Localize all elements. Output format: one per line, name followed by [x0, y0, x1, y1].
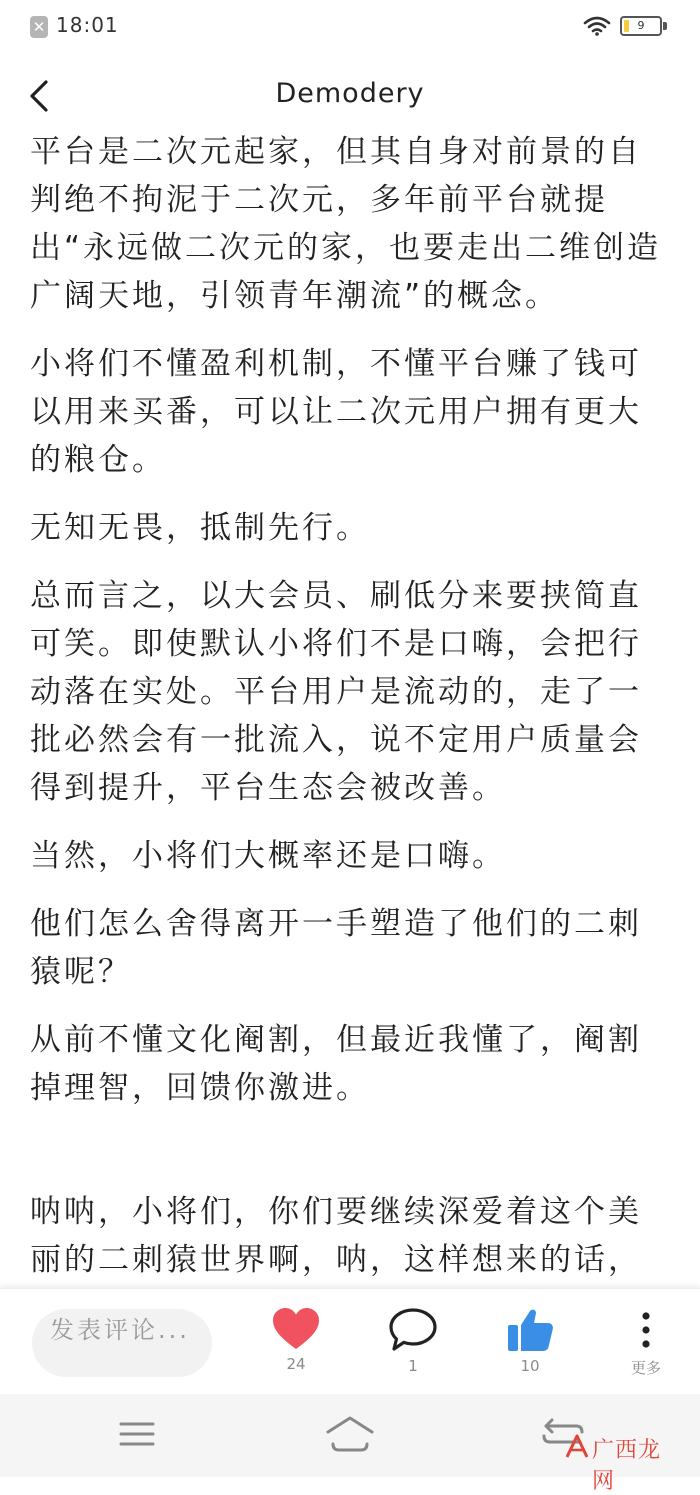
article-paragraph: 小将们不懂盈利机制，不懂平台赚了钱可以用来买番，可以让二次元用户拥有更大的粮仓。 — [30, 346, 642, 478]
more-label: 更多 — [630, 1359, 661, 1377]
article-paragraph: 呐呐，小将们，你们要继续深爱着这个美丽的二刺猿世界啊，呐，这样想来的话， — [30, 1194, 642, 1278]
speech-bubble-icon — [388, 1307, 438, 1353]
page-title: Demodery — [275, 78, 425, 109]
header — [0, 60, 700, 132]
like-count: 24 — [286, 1355, 306, 1373]
battery-icon — [620, 16, 662, 36]
comment-input[interactable]: 发表评论... — [32, 1309, 212, 1377]
article-paragraph: 平台是二次元起家，但其自身对前景的自判绝不拘泥于二次元，多年前平台就提出“永远做二次元的家，也要走出二维创造广阔天地，引领青年潮流”的概念。 — [30, 134, 662, 314]
thumbs-up-icon — [505, 1307, 555, 1353]
thumbs-up-count: 10 — [520, 1357, 540, 1375]
comment-count: 1 — [408, 1357, 418, 1375]
status-time: 18:01 — [56, 13, 119, 37]
article-paragraph: 他们怎么舍得离开一手塑造了他们的二刺猿呢？ — [30, 906, 642, 990]
article-paragraph: 从前不懂文化阉割，但最近我懂了，阉割掉理智，回馈你激进。 — [30, 1022, 642, 1106]
battery-cap — [663, 22, 667, 30]
home-button[interactable] — [325, 1414, 375, 1454]
thumbs-up-button[interactable] — [490, 1307, 570, 1387]
more-button[interactable] — [606, 1307, 686, 1387]
notification-app-icon: ✕ — [30, 16, 48, 38]
menu-button[interactable] — [112, 1414, 162, 1454]
action-bar — [0, 1288, 700, 1395]
status-bar — [0, 0, 700, 56]
article-paragraph: 总而言之，以大会员、刷低分来要挟简直可笑。即使默认小将们不是口嗨，会把行动落在实处。平台用户是流动的，走了一批必然会有一批流入，说不定用户质量会得到提升，平台生态会被改善。 — [30, 578, 642, 806]
home-icon — [325, 1414, 375, 1454]
article-paragraph: 当然，小将们大概率还是口嗨。 — [30, 838, 506, 874]
watermark — [562, 1427, 670, 1494]
article-body — [30, 128, 670, 1288]
like-button[interactable] — [256, 1307, 336, 1387]
menu-icon — [112, 1414, 162, 1454]
more-vertical-icon — [621, 1307, 671, 1353]
battery-level-text: 9 — [637, 19, 645, 32]
article-paragraph: 无知无畏，抵制先行。 — [30, 510, 370, 546]
wifi-icon — [584, 16, 610, 36]
heart-icon — [271, 1307, 321, 1351]
watermark-logo-icon — [564, 1433, 590, 1461]
comment-button[interactable] — [373, 1307, 453, 1387]
watermark-text: 广西龙网 — [592, 1438, 662, 1494]
